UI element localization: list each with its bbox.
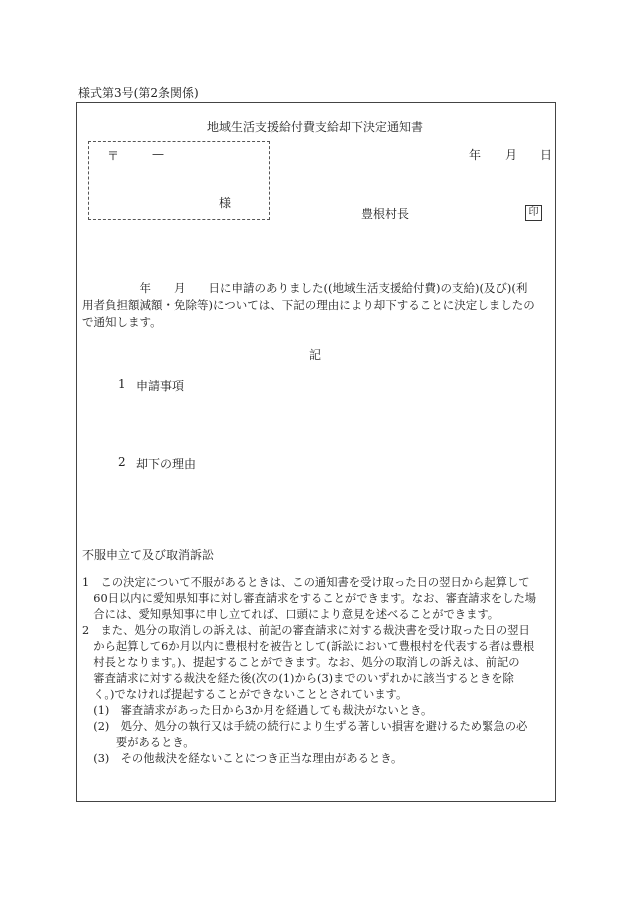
body-line: 用者負担額減額・免除等)については、下記の理由により却下することに決定しましたの (82, 298, 535, 312)
form-number: 様式第3号(第2条関係) (78, 86, 199, 100)
appeal-line: (3) その他裁決を経ないことにつき正当な理由があるとき。 (82, 752, 403, 765)
item-label: 却下の理由 (136, 457, 197, 471)
date-year: 年 (469, 148, 482, 162)
body-line: で通知します。 (82, 315, 162, 329)
appeal-line: 1 この決定について不服があるときは、この通知書を受け取った日の翌日から起算して (82, 576, 530, 589)
seal: 印 (525, 205, 542, 221)
appeal-line: 審査請求に対する裁決を経た後(次の(1)から(3)までのいずれかに該当するときを除 (82, 672, 514, 685)
appeal-line: 60日以内に愛知県知事に対し審査請求をすることができます。なお、審査請求をした場 (82, 592, 537, 605)
appeal-line: 村長となります。)、提起することができます。なお、処分の取消しの訴えは、前記の (82, 656, 520, 669)
item-number: 1 (118, 377, 126, 391)
appeal-line: 2 また、処分の取消しの訴えは、前記の審査請求に対する裁決書を受け取った日の翌日 (82, 624, 530, 637)
appeal-line: から起算して6か月以内に豊根村を被告として(訴訟において豊根村を代表する者は豊根 (82, 640, 535, 653)
postal-mark: 〒 (107, 149, 120, 163)
appeal-line: (2) 処分、処分の執行又は手続の続行により生ずる著しい損害を避けるため緊急の必 (82, 720, 528, 733)
appeal-line: (1) 審査請求があった日から3か月を経過しても裁決がないとき。 (82, 704, 433, 717)
item-number: 2 (118, 455, 126, 469)
date-month: 月 (505, 148, 518, 162)
notice-body (82, 280, 552, 331)
issuer: 豊根村長 (361, 207, 410, 221)
appeal-line: 要があるとき。 (82, 736, 195, 749)
postal-dash: — (152, 147, 164, 161)
document-title: 地域生活支援給付費支給却下決定通知書 (206, 120, 423, 134)
recipient-honorific: 様 (219, 196, 232, 210)
appeal-line: く。)でなければ提起することができないこととされています。 (82, 688, 408, 701)
body-line: 年 月 日に申請のありました((地域生活支援給付費)の支給)(及び)(利 (82, 281, 528, 295)
appeal-title: 不服申立て及び取消訴訟 (82, 548, 215, 562)
date-day: 日 (540, 148, 553, 162)
ki-heading: 記 (308, 348, 321, 362)
item-label: 申請事項 (136, 379, 185, 393)
appeal-line: 合には、愛知県知事に申し立てれば、口頭により意見を述べることができます。 (82, 608, 500, 621)
